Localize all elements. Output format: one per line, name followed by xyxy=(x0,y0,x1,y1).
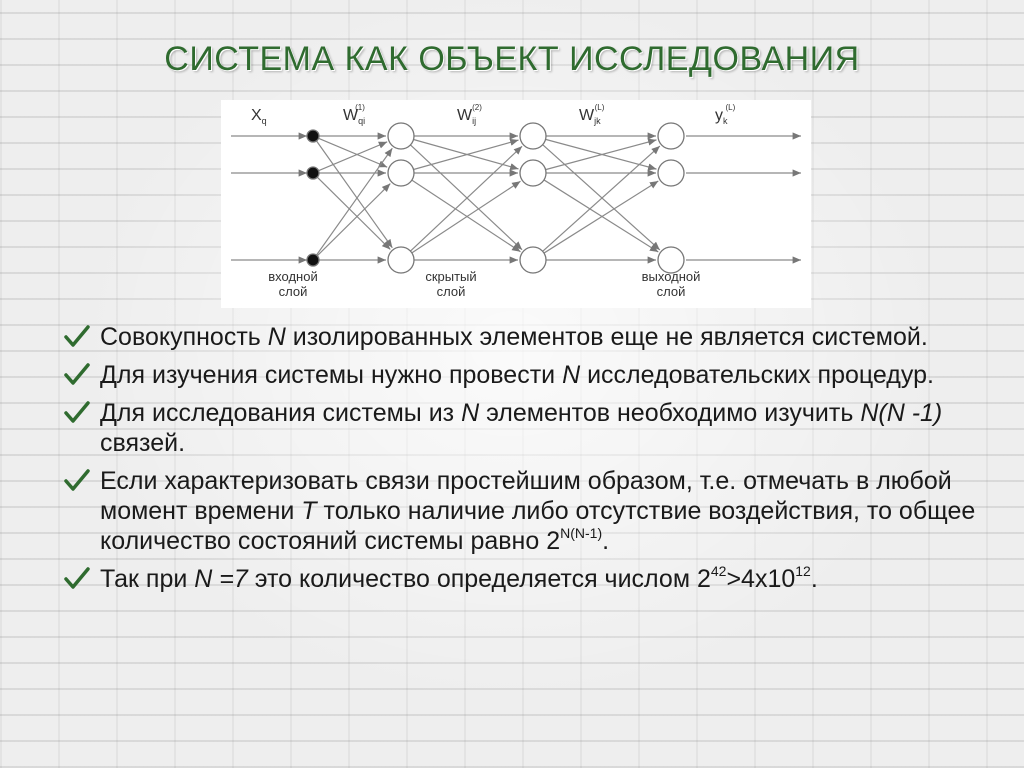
hidden-node xyxy=(520,247,546,273)
variable-n: N =7 xyxy=(194,565,248,593)
checkmark-icon xyxy=(62,564,92,594)
bullet-text: Для исследования системы из xyxy=(100,399,462,427)
exponent: N(N-1) xyxy=(560,524,603,541)
connection-arrow xyxy=(319,142,388,171)
bullet-item xyxy=(62,564,982,594)
output-layer-caption-2: слой xyxy=(656,284,686,299)
variable-n: N xyxy=(461,399,480,427)
bullet-text: Так при xyxy=(100,565,195,593)
hidden-node xyxy=(388,160,414,186)
hidden-node xyxy=(388,247,414,273)
hidden-node xyxy=(388,123,414,149)
connection-arrow xyxy=(544,180,658,252)
bullet-text: связей. xyxy=(100,429,186,457)
hidden-node xyxy=(520,123,546,149)
connection-arrow xyxy=(316,141,392,248)
bullet-text: изолированных элементов еще не является системой. xyxy=(285,323,928,351)
hidden-layer-caption-2: слой xyxy=(436,284,466,299)
bullet-list xyxy=(62,322,982,602)
neural-network-diagram xyxy=(221,100,811,308)
variable-t: T xyxy=(301,497,317,525)
bullet-text: только наличие либо отсутствие воздействия, то общее количество состояний системы равно 2 xyxy=(100,497,976,555)
w2-label: $W_{ij}(2)$ xyxy=(457,103,482,126)
output-node xyxy=(658,123,684,149)
connection-arrow xyxy=(316,148,392,255)
bullet-text: Если характеризовать связи простейшим образом, т.е. отмечать в любой момент времени xyxy=(100,467,952,525)
checkmark-icon xyxy=(62,360,92,390)
formula-links: N(N -1) xyxy=(860,399,943,427)
bullet-text: . xyxy=(810,565,818,593)
hidden-layer-caption-1: скрытый xyxy=(425,269,477,284)
connection-arrow xyxy=(410,145,522,250)
input-node xyxy=(307,254,319,266)
input-layer-caption-2: слой xyxy=(278,284,308,299)
bullet-text: Совокупность xyxy=(100,323,268,351)
variable-n: N xyxy=(562,361,581,389)
checkmark-icon xyxy=(62,322,92,352)
y-label: $y_k(L)$ xyxy=(715,103,736,126)
bullet-text: >4x10 xyxy=(726,565,796,593)
checkmark-icon xyxy=(62,466,92,496)
w3-label: $W_{jk}(L)$ xyxy=(579,103,605,126)
input-node xyxy=(307,130,319,142)
connection-arrow xyxy=(412,180,521,252)
exponent: 42 xyxy=(710,562,727,579)
input-layer-caption-1: входной xyxy=(268,269,318,284)
bullet-text: Для изучения системы нужно провести xyxy=(100,361,563,389)
bullet-item xyxy=(62,466,982,556)
exponent: 12 xyxy=(795,562,811,579)
bullet-text: исследовательских процедур. xyxy=(580,361,934,389)
output-node xyxy=(658,160,684,186)
checkmark-icon xyxy=(62,398,92,428)
bullet-item xyxy=(62,398,982,458)
connection-arrow xyxy=(543,145,660,250)
bullet-text: . xyxy=(602,527,610,555)
network-svg xyxy=(221,100,811,308)
connection-arrow xyxy=(412,181,521,253)
hidden-node xyxy=(520,160,546,186)
connection-arrow xyxy=(543,146,660,251)
bullet-item xyxy=(62,360,982,390)
output-layer-caption-1: выходной xyxy=(641,269,701,284)
bullet-text: элементов необходимо изучить xyxy=(479,399,861,427)
connection-arrow xyxy=(319,138,388,167)
variable-n: N xyxy=(267,323,286,351)
connection-arrow xyxy=(410,146,522,251)
bullet-item xyxy=(62,322,982,352)
connection-arrow xyxy=(544,181,658,253)
x-label: $X_q$ xyxy=(251,107,267,126)
slide-title: СИСТЕМА КАК ОБЪЕКТ ИССЛЕДОВАНИЯ xyxy=(164,40,860,78)
w1-label: $W_{qi}(1)$ xyxy=(343,103,366,126)
bullet-text: это количество определяется числом 2 xyxy=(247,565,711,593)
input-node xyxy=(307,167,319,179)
